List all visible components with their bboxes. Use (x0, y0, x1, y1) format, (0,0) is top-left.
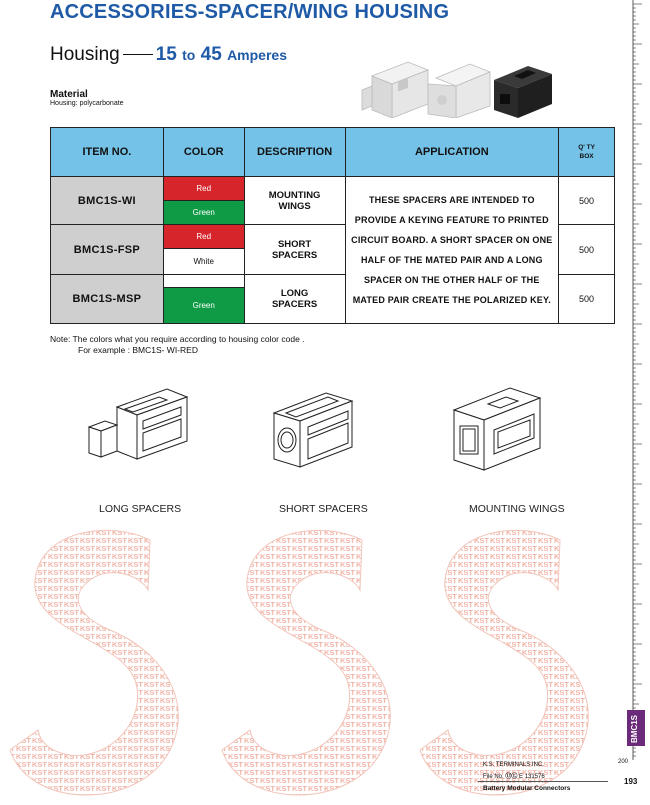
description-cell: SHORT SPACERS (244, 225, 345, 275)
watermark-logo-2 (222, 530, 390, 795)
long-spacer-drawing (85, 385, 190, 480)
subtitle-dash (123, 54, 153, 55)
black-mounting-wing-photo (494, 66, 552, 118)
qty-cell: 500 (559, 225, 615, 275)
spec-table (50, 127, 615, 324)
header-description: DESCRIPTION (244, 128, 345, 177)
product-photos (358, 48, 558, 118)
footer-divider (478, 781, 608, 782)
side-ruler (628, 0, 650, 760)
caption-long-spacers: LONG SPACERS (99, 503, 182, 515)
company-name: K.S. TERMINALS INC. (483, 762, 544, 768)
page-number: 193 (624, 777, 638, 786)
color-swatch-white-spacer (163, 275, 244, 288)
mounting-wing-drawing (448, 380, 560, 480)
application-cell: THESE SPACERS ARE INTENDED TO PROVIDE A KEYING FEATURE TO PRINTED CIRCUIT BOARD. A SHORT SPACER ON ONE HALF OF THE MATED PAIR AND A LONG SPACER ON THE OTHER HALF OF THE MATED PAIR CREATE THE POLARIZED KEY. (345, 177, 559, 324)
subtitle-word: Housing (50, 44, 120, 65)
note-line-2: For example : BMC1S- WI-RED (78, 345, 198, 355)
ul-mark-icon: ⓊⓁ (505, 774, 518, 780)
qty-cell: 500 (559, 275, 615, 324)
short-spacer-drawing (268, 385, 378, 480)
section-name: Battery Modular Connectors (483, 785, 571, 792)
item-no-cell: BMC1S-WI (51, 177, 164, 225)
description-cell: MOUNTING WINGS (244, 177, 345, 225)
note-line-1: Note: The colors what you require according to housing color code . (50, 334, 305, 344)
ampere-range: 15 to 45 Amperes (155, 44, 287, 65)
caption-short-spacers: SHORT SPACERS (279, 503, 368, 515)
header-item-no: ITEM NO. (51, 128, 164, 177)
page-title: ACCESSORIES-SPACER/WING HOUSING (50, 1, 450, 23)
material-heading: Material (50, 89, 88, 100)
header-application: APPLICATION (345, 128, 559, 177)
color-swatch-white: White (163, 249, 244, 275)
table-header-row (51, 128, 615, 177)
white-short-spacer-photo (428, 64, 490, 118)
item-no-cell: BMC1S-FSP (51, 225, 164, 275)
white-long-spacer-photo (362, 62, 428, 118)
table-row (51, 177, 615, 201)
qty-cell: 500 (559, 177, 615, 225)
header-qty: Q' TY BOX (559, 128, 615, 177)
color-swatch-green: Green (163, 287, 244, 323)
ruler-label: 200 (618, 759, 629, 765)
page-subtitle (50, 44, 287, 66)
watermark-logo-3 (420, 530, 588, 795)
color-swatch-green: Green (163, 201, 244, 225)
section-tab: BMC1S (627, 710, 645, 746)
caption-mounting-wings: MOUNTING WINGS (469, 503, 565, 515)
material-text: Housing: polycarbonate (50, 100, 124, 107)
color-swatch-red: Red (163, 225, 244, 249)
item-no-cell: BMC1S-MSP (51, 275, 164, 324)
file-number: File No. ⓊⓁ E 131576 (483, 774, 545, 780)
color-note (50, 334, 305, 356)
description-cell: LONG SPACERS (244, 275, 345, 324)
header-color: COLOR (163, 128, 244, 177)
watermark-logo-1 (10, 530, 178, 795)
color-swatch-red: Red (163, 177, 244, 201)
